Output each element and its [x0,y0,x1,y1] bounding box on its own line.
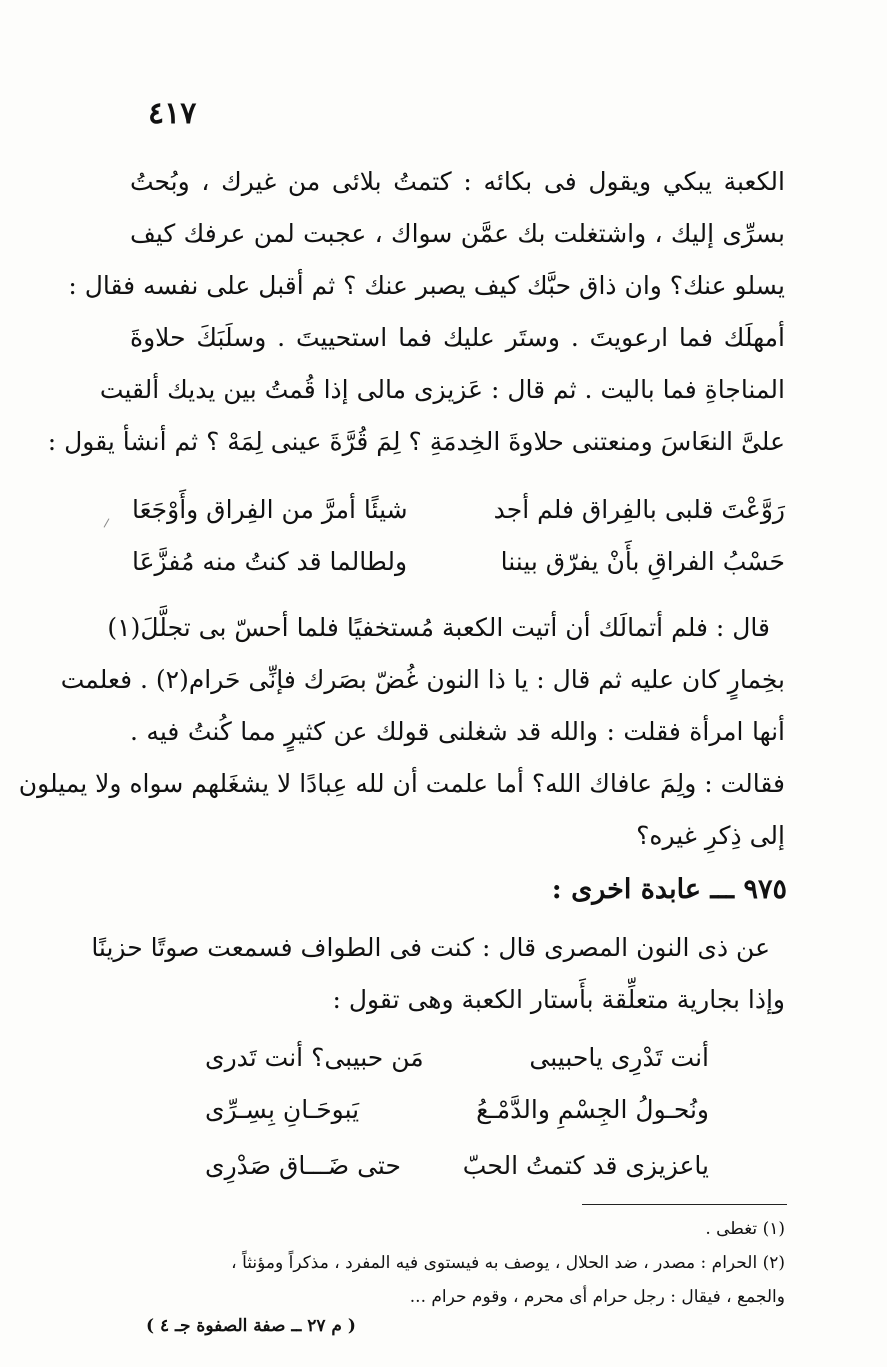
paragraph-line: أمهلَك فما ارعويتَ . وستَر عليك فما استحييتَ . وسلَبَكَ حلاوةَ [130,323,785,352]
paragraph-line: بخِمارٍ كان عليه ثم قال : يا ذا النون غُضّ بصَرك فإنِّى حَرام(٢) . فعلمت [60,665,785,694]
margin-mark [104,518,110,527]
paragraph-line: عن ذى النون المصرى قال : كنت فى الطواف فسمعت صوتًا حزينًا [91,933,770,962]
verse-second-hemistich: مَن حبيبى؟ أنت تَدرى [205,1043,424,1072]
paragraph-line: فقالت : ولِمَ عافاك الله؟ أما علمت أن لله عِبادًا لا يشغَلهم سواه ولا يميلون [18,769,785,798]
footnote-rule [582,1204,787,1205]
footnote: والجمع ، فيقال : رجل حرام أى محرم ، وقوم حرام ... [409,1287,785,1307]
paragraph-line: الكعبة يبكي ويقول فى بكائه : كتمتُ بلائى من غيرك ، وبُحتُ [130,167,785,196]
footnote: (١) تغطى . [705,1219,785,1239]
paragraph-line: إلى ذِكرِ غيره؟ [636,821,785,850]
paragraph-line: بسرِّى إليك ، واشتغلت بك عمَّن سواك ، عجبت لمن عرفك كيف [130,219,785,248]
verse-second-hemistich: حتى ضَـــاق صَدْرِى [205,1151,401,1180]
verse-second-hemistich: شيئًا أمرَّ من الفِراق وأَوْجَعَا [132,495,408,524]
paragraph-line: يسلو عنك؟ وان ذاق حبَّك كيف يصبر عنك ؟ ثم أقبل على نفسه فقال : [68,271,785,300]
paragraph-line: المناجاةِ فما باليت . ثم قال : عَزيزى مالى إذا قُمتُ بين يديك ألقيت [99,375,785,404]
paragraph-line: وإذا بجارية متعلِّقة بأَستار الكعبة وهى تقول : [332,985,785,1014]
verse-second-hemistich: ولطالما قد كنتُ منه مُفزَّعَا [132,547,408,576]
paragraph-line: علىَّ النعَاسَ ومنعتنى حلاوةَ الخِدمَةِ ؟ لِمَ قُرَّةَ عينى لِمَهْ ؟ ثم أنشأ يقول : [47,427,785,456]
page-number: ٤١٧ [148,96,197,131]
verse-first-hemistich: رَوَّعْتَ قلبى بالفِراق فلم أجد [493,495,785,524]
section-heading: ٩٧٥ ـــ عابدة اخرى : [551,874,787,905]
signature-mark: ( م ٢٧ ــ صفة الصفوة جـ ٤ ) [146,1316,356,1336]
verse-first-hemistich: ياعزيزى قد كتمتُ الحبّ [462,1151,709,1180]
verse-first-hemistich: ونُحـولُ الجِسْمِ والدَّمْـعُ [476,1095,709,1124]
paragraph-line: قال : فلم أتمالَك أن أتيت الكعبة مُستخفيًا فلما أحسّ بى تجلَّلَ(١) [107,613,770,642]
footnote: (٢) الحرام : مصدر ، ضد الحلال ، يوصف به فيستوى فيه المفرد ، مذكراً ومؤنثاً ، [231,1253,785,1273]
verse-first-hemistich: أنت تَدْرِى ياحبيبى [529,1043,709,1072]
paragraph-line: أنها امرأة فقلت : والله قد شغلنى قولك عن كثيرٍ مما كُنتُ فيه . [130,717,785,746]
verse-first-hemistich: حَسْبُ الفراقِ بأَنْ يفرّق بيننا [500,547,785,576]
verse-second-hemistich: يَبوحَـانِ بِسِـرِّى [205,1095,360,1124]
